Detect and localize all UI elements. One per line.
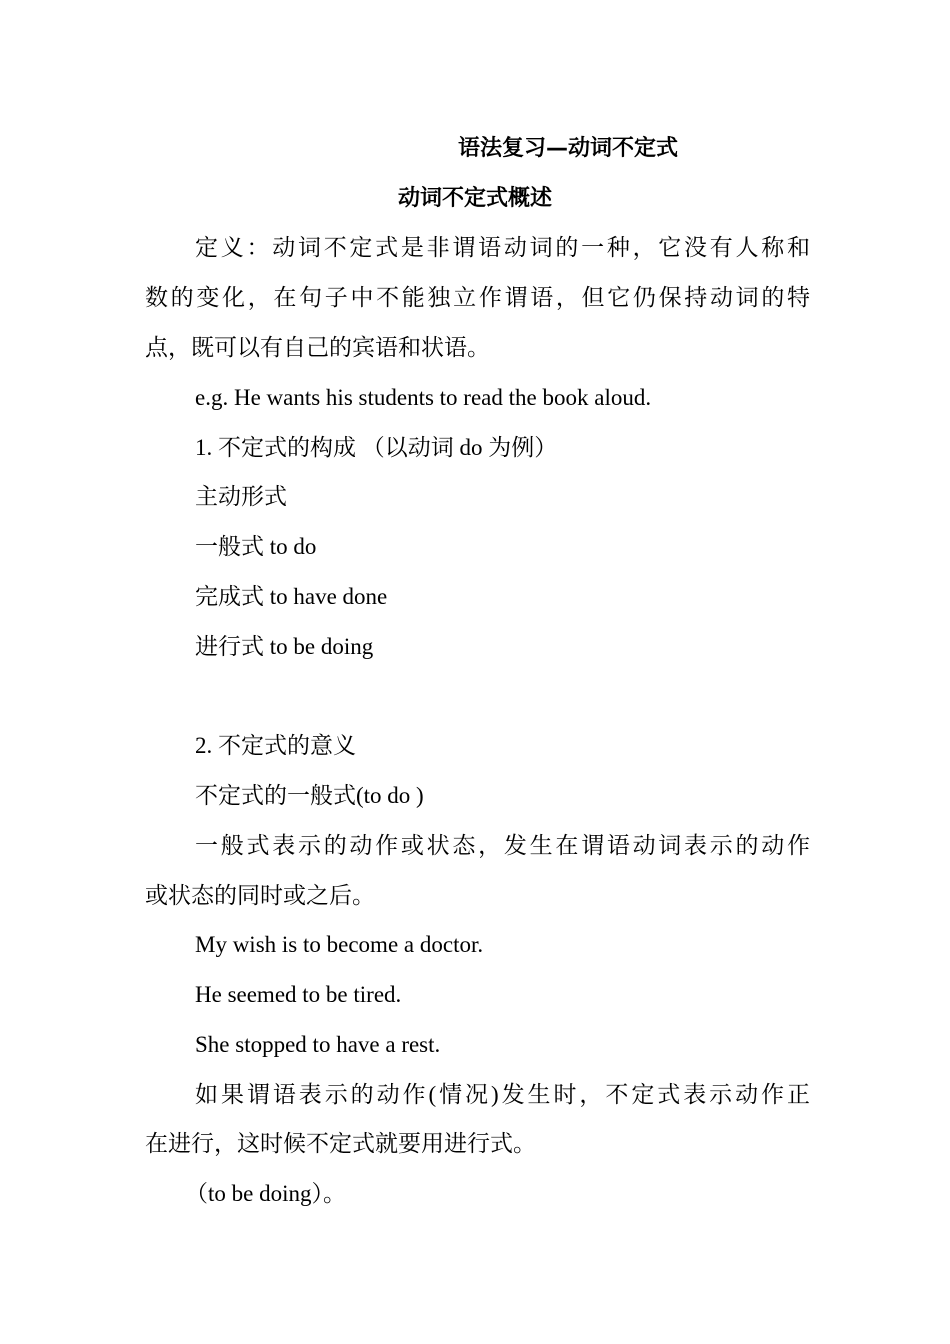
document-subtitle: 动词不定式概述 [398,186,553,211]
definition-line-2: 数的变化，在句子中不能独立作谓语，但它仍保持动词的特 [145,285,810,310]
explanation-line-2: 或状态的同时或之后。 [145,883,375,908]
explanation-line-1: 一般式表示的动作或状态，发生在谓语动词表示的动作 [195,833,810,858]
progressive-line-1: 如果谓语表示的动作(情况)发生时，不定式表示动作正 [195,1082,810,1107]
example-rest: She stopped to have a rest. [195,1032,441,1057]
document-title: 语法复习—动词不定式 [458,136,679,161]
progressive-line-2: 在进行，这时候不定式就要用进行式。 [145,1131,536,1156]
section-1-heading: 1. 不定式的构成 （以动词 do 为例） [195,435,558,460]
definition-line-1: 定义：动词不定式是非谓语动词的一种，它没有人称和 [195,235,810,260]
form-perfect: 完成式 to have done [195,584,388,609]
active-form-label: 主动形式 [195,484,287,509]
example-tired: He seemed to be tired. [195,982,402,1007]
section-2-heading: 2. 不定式的意义 [195,733,356,758]
form-progressive: 进行式 to be doing [195,634,374,659]
section-2-subheading: 不定式的一般式(to do ) [195,783,424,808]
progressive-line-3: （to be doing）。 [185,1181,346,1206]
example-sentence: e.g. He wants his students to read the book aloud. [195,385,652,410]
definition-line-3: 点，既可以有自己的宾语和状语。 [145,335,490,360]
form-simple: 一般式 to do [195,534,317,559]
example-doctor: My wish is to become a doctor. [195,932,484,957]
